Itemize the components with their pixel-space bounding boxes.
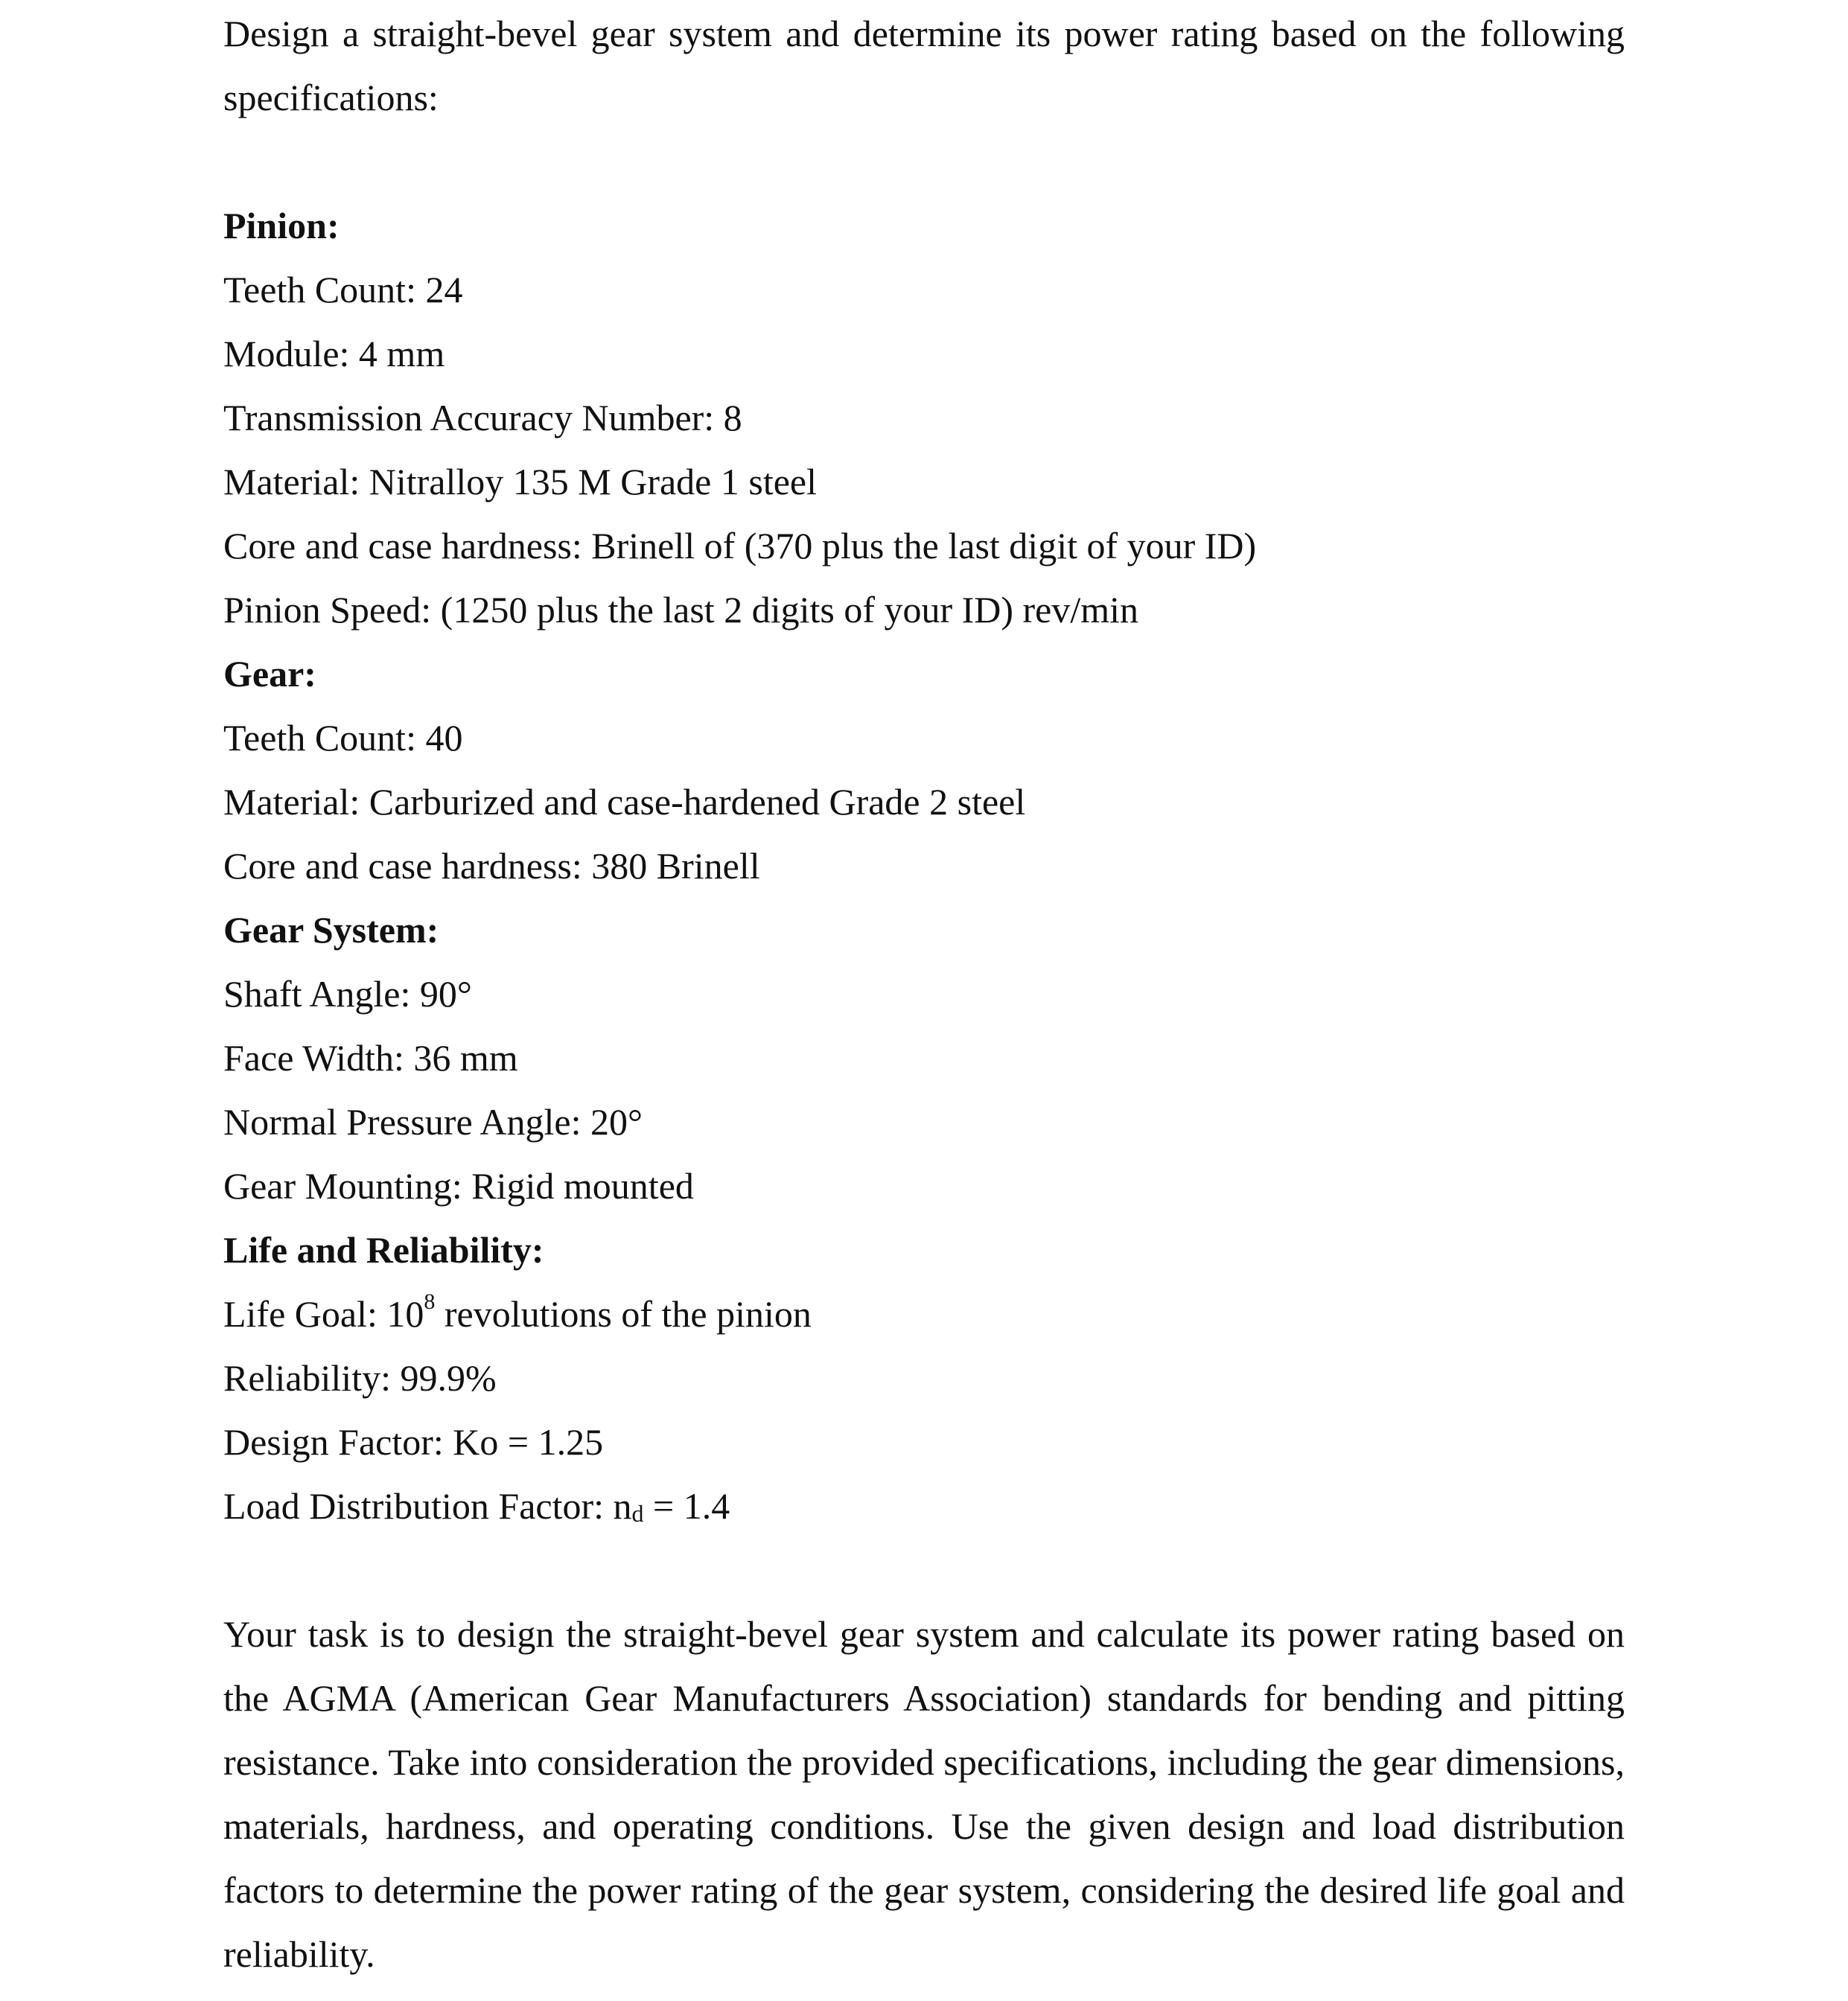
life-reliability-section xyxy=(223,1218,1625,1538)
load-subscript: d xyxy=(631,1500,644,1527)
pinion-speed: Pinion Speed: (1250 plus the last 2 digits of your ID) rev/min xyxy=(223,589,1139,631)
gear-heading: Gear: xyxy=(223,653,316,695)
pinion-heading: Pinion: xyxy=(223,205,340,246)
pressure-angle: Normal Pressure Angle: 20° xyxy=(223,1101,643,1143)
life-goal-suffix: revolutions of the pinion xyxy=(435,1293,812,1335)
spacer xyxy=(223,1538,1625,1602)
reliability: Reliability: 99.9% xyxy=(223,1357,497,1399)
gear-section xyxy=(223,642,1625,898)
life-goal xyxy=(223,1282,1625,1346)
intro-paragraph: Design a straight-bevel gear system and determine its power rating based on the following specifications: xyxy=(223,13,1625,118)
pinion-hardness: Core and case hardness: Brinell of (370 plus the last digit of your ID) xyxy=(223,525,1257,567)
gear-system-section xyxy=(223,898,1625,1218)
document-page xyxy=(223,0,1625,1986)
life-goal-exponent: 8 xyxy=(424,1289,436,1315)
life-heading: Life and Reliability: xyxy=(223,1229,544,1271)
gear-material: Material: Carburized and case-hardened Grade 2 steel xyxy=(223,781,1026,823)
gear-teeth: Teeth Count: 40 xyxy=(223,717,463,759)
spacer xyxy=(223,130,1625,194)
task-paragraph: Your task is to design the straight-bevel gear system and calculate its power rating based on the AGMA (American Gear Manufacturers Association) standards for bending and pitting resistance. Take into consideration the provided specifications, including the gear dimensions, materials, hardness, and operating conditions. Use the given design and load distribution factors to determine the power rating of the gear system, considering the desired life goal and reliability. xyxy=(223,1613,1625,1975)
pinion-teeth: Teeth Count: 24 xyxy=(223,269,463,310)
pinion-module: Module: 4 mm xyxy=(223,333,445,374)
gear-mounting: Gear Mounting: Rigid mounted xyxy=(223,1165,694,1207)
face-width: Face Width: 36 mm xyxy=(223,1037,518,1079)
pinion-section xyxy=(223,194,1625,642)
gear-hardness: Core and case hardness: 380 Brinell xyxy=(223,845,760,887)
gear-system-heading: Gear System: xyxy=(223,909,439,951)
pinion-accuracy: Transmission Accuracy Number: 8 xyxy=(223,397,742,438)
design-factor: Design Factor: Ko = 1.25 xyxy=(223,1421,604,1463)
shaft-angle: Shaft Angle: 90° xyxy=(223,973,472,1015)
load-prefix: Load Distribution Factor: n xyxy=(223,1485,632,1527)
life-goal-prefix: Life Goal: 10 xyxy=(223,1293,424,1335)
pinion-material: Material: Nitralloy 135 M Grade 1 steel xyxy=(223,461,817,502)
load-distribution-factor xyxy=(223,1474,1625,1538)
load-suffix: = 1.4 xyxy=(643,1485,730,1527)
